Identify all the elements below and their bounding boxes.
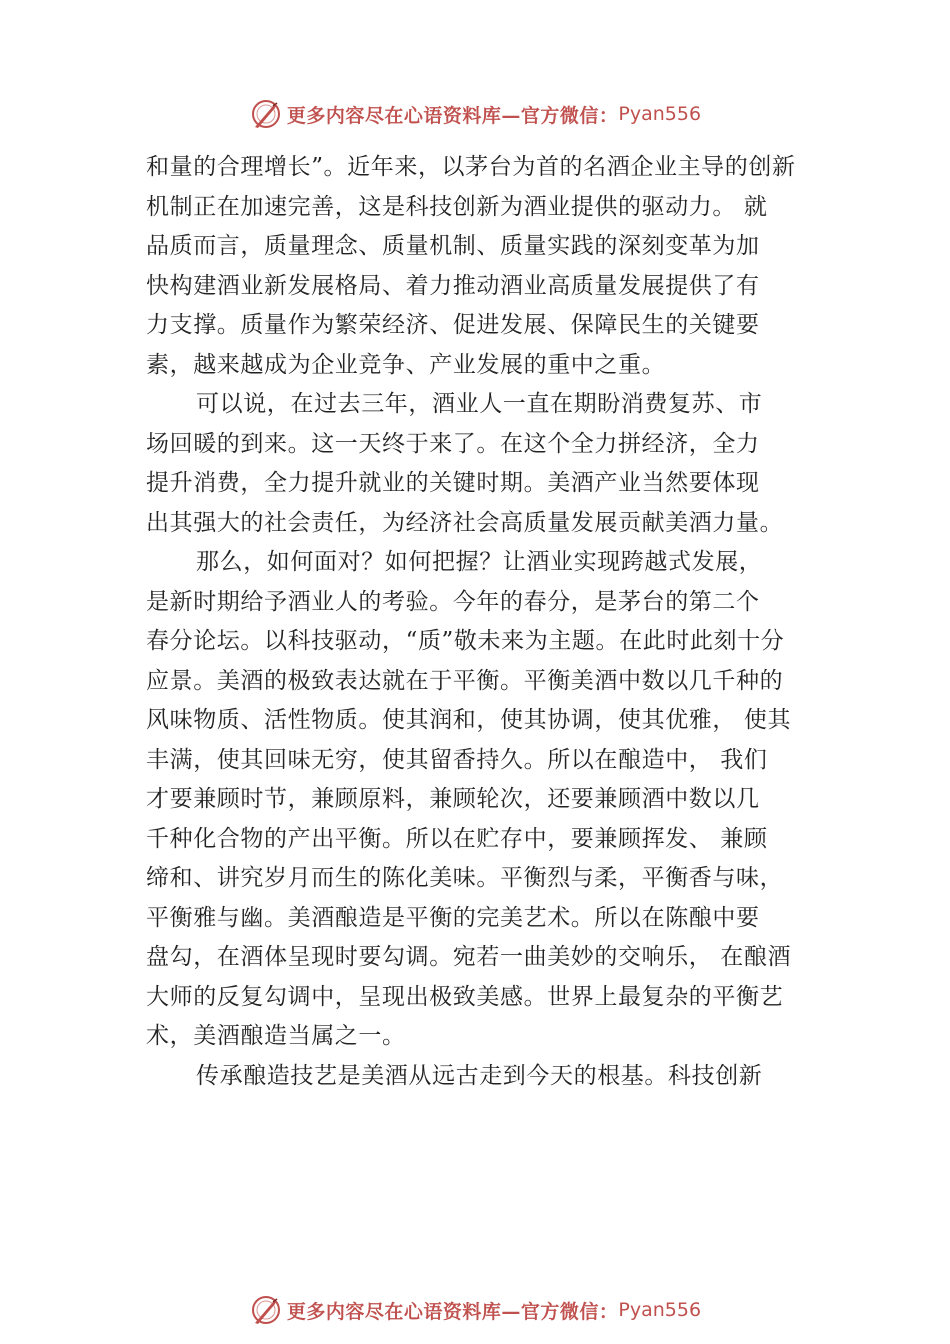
text-line: 缔和、讲究岁月而生的陈化美味。平衡烈与柔，平衡香与味， (146, 865, 784, 891)
text-line: 机制正在加速完善，这是科技创新为酒业提供的驱动力。 就 (146, 193, 768, 220)
text-line: 品质而言，质量理念、质量机制、质量实践的深刻变革为加 (146, 233, 760, 259)
text-line: 风味物质、活性物质。使其润和，使其协调，使其优雅， 使其 (146, 707, 792, 733)
text-line: 那么，如何面对？如何把握？让酒业实现跨越式发展， (196, 549, 763, 575)
text-line: 快构建酒业新发展格局、着力推动酒业高质量发展提供了有 (146, 272, 760, 299)
text-line: 术，美酒酿造当属之一。 (146, 1023, 406, 1049)
text-line: 可以说，在过去三年，酒业人一直在期盼消费复苏、市 (196, 391, 763, 417)
quill-pen-seal-icon (249, 97, 283, 131)
text-line: 盘勾，在酒体呈现时要勾调。宛若一曲美妙的交响乐， 在酿酒 (146, 944, 792, 970)
text-line: 传承酿造技艺是美酒从远古走到今天的根基。科技创新 (196, 1062, 763, 1089)
text-line: 丰满，使其回味无穷，使其留香持久。所以在酿造中， 我们 (146, 746, 768, 773)
header-banner (0, 94, 950, 134)
footer-banner (0, 1290, 950, 1330)
text-line: 大师的反复勾调中，呈现出极致美感。世界上最复杂的平衡艺 (146, 983, 784, 1010)
text-line: 春分论坛。以科技驱动，“质”敬未来为主题。在此时此刻十分 (146, 628, 785, 654)
text-line: 应景。美酒的极致表达就在于平衡。平衡美酒中数以几千种的 (146, 667, 784, 694)
text-line: 出其强大的社会责任，为经济社会高质量发展贡献美酒力量。 (146, 509, 784, 536)
text-line: 千种化合物的产出平衡。所以在贮存中，要兼顾挥发、 兼顾 (146, 825, 768, 852)
document-body (146, 148, 822, 1096)
text-line: 素，越来越成为企业竞争、产业发展的重中之重。 (146, 351, 666, 378)
text-line: 提升消费，全力提升就业的关键时期。美酒产业当然要体现 (146, 470, 760, 496)
text-line: 才要兼顾时节，兼顾原料，兼顾轮次，还要兼顾酒中数以几 (146, 786, 760, 812)
header-wechat-account: Pyan556 (618, 103, 702, 125)
header-banner-text: 更多内容尽在心语资料库—官方微信： (286, 104, 619, 127)
text-line: 和量的合理增长”。近年来，以茅台为首的名酒企业主导的创新 (146, 154, 796, 180)
quill-pen-seal-icon (249, 1293, 283, 1327)
text-line: 是新时期给予酒业人的考验。今年的春分，是茅台的第二个 (146, 588, 760, 615)
footer-banner-text: 更多内容尽在心语资料库—官方微信： (286, 1300, 619, 1323)
text-line: 平衡雅与幽。美酒酿造是平衡的完美艺术。所以在陈酿中要 (146, 904, 760, 931)
footer-wechat-account: Pyan556 (618, 1299, 702, 1321)
text-line: 力支撑。质量作为繁荣经济、促进发展、保障民生的关键要 (146, 312, 760, 338)
text-line: 场回暖的到来。这一天终于来了。在这个全力拼经济，全力 (146, 430, 760, 457)
